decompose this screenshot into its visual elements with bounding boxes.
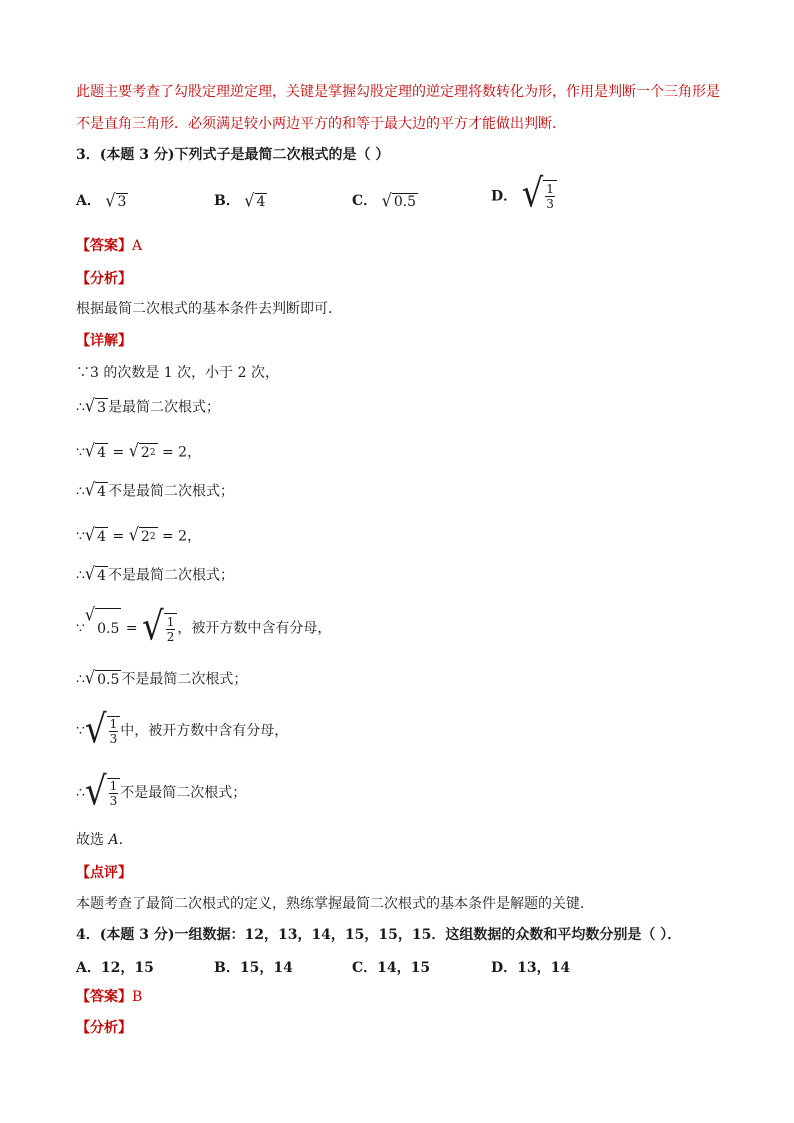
radicand: 4 bbox=[97, 568, 107, 584]
q3-option-b bbox=[214, 190, 267, 210]
sqrt-expression: √ 0.5 bbox=[85, 608, 121, 649]
sqrt-expression: √ 4 bbox=[84, 523, 107, 545]
sqrt-power-expression: √ 2 2 bbox=[128, 523, 156, 545]
answer-value: A bbox=[132, 238, 143, 254]
step-3 bbox=[76, 439, 202, 462]
step-text: 故选 bbox=[76, 832, 109, 848]
q4-option-b bbox=[214, 957, 293, 977]
denominator: 2 bbox=[166, 629, 175, 644]
option-label: C． bbox=[352, 960, 378, 976]
option-label: A． bbox=[76, 960, 101, 976]
q3-option-d bbox=[491, 171, 557, 217]
analysis-tag: 【分析】 bbox=[76, 1020, 132, 1036]
q3-comment-text: 本题考查了最简二次根式的定义，熟练掌握最简二次根式的基本条件是解题的关键． bbox=[76, 896, 594, 912]
step-text: = 2， bbox=[162, 444, 202, 461]
denominator: 3 bbox=[109, 794, 118, 808]
q3-option-c bbox=[352, 190, 418, 210]
fraction bbox=[109, 717, 119, 746]
radicand: 0.5 bbox=[95, 608, 121, 649]
step-text: 不是最简二次根式； bbox=[108, 567, 235, 584]
base: 2 bbox=[140, 445, 150, 461]
step-7 bbox=[76, 603, 332, 650]
base: 2 bbox=[140, 529, 150, 545]
step-text: 不是最简二次根式； bbox=[108, 483, 235, 500]
because-symbol: ∵ bbox=[76, 528, 85, 545]
sqrt-fraction-expression: √ $\frac{1}{3}$ bbox=[522, 180, 557, 211]
therefore-symbol: ∴ bbox=[76, 567, 85, 584]
option-label: C． bbox=[352, 193, 378, 209]
answer-tag: 【答案】 bbox=[76, 238, 132, 254]
q3-analysis-text: 根据最简二次根式的基本条件去判断即可． bbox=[76, 301, 342, 317]
numerator: 1 bbox=[546, 181, 554, 196]
comment-tag: 【点评】 bbox=[76, 865, 132, 881]
intro-line-1: 此题主要考查了勾股定理逆定理，关键是掌握勾股定理的逆定理将数转化为形，作用是判断一个三角形是 bbox=[76, 84, 720, 100]
answer-value: B bbox=[132, 989, 143, 1005]
choice-variable: A bbox=[108, 832, 119, 848]
sqrt-expression: √ 4 bbox=[84, 562, 107, 584]
therefore-symbol: ∴ bbox=[76, 483, 85, 500]
step-5 bbox=[76, 523, 202, 546]
option-label: A． bbox=[76, 193, 101, 209]
option-text: 12，15 bbox=[100, 960, 154, 976]
q3-detail-tag bbox=[76, 332, 132, 350]
sqrt-expression: √ 0.5 bbox=[381, 189, 417, 211]
radicand: 4 bbox=[256, 193, 266, 210]
step-8 bbox=[76, 666, 248, 689]
step-text: = 2， bbox=[162, 528, 202, 545]
sqrt-expression: √ 4 bbox=[244, 189, 266, 211]
detail-tag: 【详解】 bbox=[76, 333, 132, 349]
q3-answer bbox=[76, 237, 142, 255]
step-text: ． bbox=[118, 832, 133, 848]
exponent: 2 bbox=[149, 448, 156, 458]
q3-option-a bbox=[76, 190, 128, 210]
sqrt-fraction-expression: √ $\frac{1}{2}$ bbox=[142, 613, 177, 644]
because-symbol: ∵ bbox=[76, 620, 85, 637]
step-2 bbox=[76, 394, 221, 417]
q3-comment-tag bbox=[76, 864, 132, 882]
q4-option-a bbox=[76, 957, 154, 977]
answer-tag: 【答案】 bbox=[76, 989, 132, 1005]
q3-analysis-tag bbox=[76, 270, 132, 288]
q4-option-d bbox=[491, 957, 570, 977]
step-text: 中，被开方数中含有分母， bbox=[120, 723, 289, 739]
step-1: ∵3 的次数是 1 次，小于 2 次， bbox=[76, 365, 279, 381]
option-text: 14，15 bbox=[377, 960, 431, 976]
equals-sign: = bbox=[112, 444, 125, 461]
numerator: 1 bbox=[109, 717, 118, 731]
radicand: 4 bbox=[97, 445, 107, 461]
question-4-stem: 4．(本题 3 分)一组数据：12，13，14，15，15，15．这组数据的众数和平均数分别是（ ）． bbox=[76, 927, 682, 943]
option-label: D． bbox=[491, 960, 518, 976]
step-text: 不是最简二次根式； bbox=[120, 785, 247, 801]
fraction bbox=[166, 615, 176, 644]
numerator: 1 bbox=[109, 779, 118, 793]
because-symbol: ∵ bbox=[76, 723, 85, 739]
numerator: 1 bbox=[166, 614, 175, 629]
fraction bbox=[109, 779, 119, 808]
equals-sign: = bbox=[112, 528, 125, 545]
fraction bbox=[545, 182, 555, 211]
step-9 bbox=[76, 706, 289, 753]
step-4 bbox=[76, 478, 235, 501]
intro-line-2: 不是直角三角形．必须满足较小两边平方的和等于最大边的平方才能做出判断． bbox=[76, 116, 566, 132]
therefore-symbol: ∴ bbox=[76, 785, 85, 801]
step-text: ，被开方数中含有分母， bbox=[177, 620, 332, 637]
radicand: 4 bbox=[97, 529, 107, 545]
question-3-stem: 3．(本题 3 分)下列式子是最简二次根式的是（ ） bbox=[76, 147, 390, 163]
radicand: 3 bbox=[97, 400, 107, 416]
step-6 bbox=[76, 562, 235, 585]
sqrt-power-expression: √ 2 2 bbox=[128, 439, 156, 461]
step-10 bbox=[76, 768, 247, 815]
q4-option-c bbox=[352, 957, 430, 977]
therefore-symbol: ∴ bbox=[76, 399, 85, 416]
sqrt-expression: √ 4 bbox=[84, 439, 107, 461]
radicand: 0.5 bbox=[393, 193, 417, 210]
analysis-tag: 【分析】 bbox=[76, 271, 132, 287]
radicand: 0.5 bbox=[97, 672, 120, 688]
sqrt-fraction-expression: √ $\frac{1}{3}$ bbox=[85, 716, 120, 747]
equals-sign: = bbox=[125, 620, 138, 637]
option-label: B． bbox=[214, 193, 240, 209]
option-text: 13，14 bbox=[517, 960, 571, 976]
step-text: 是最简二次根式； bbox=[108, 399, 221, 416]
option-text: 15，14 bbox=[239, 960, 293, 976]
sqrt-expression: √ 3 bbox=[105, 189, 127, 211]
option-label: B． bbox=[214, 960, 240, 976]
q4-answer bbox=[76, 988, 142, 1006]
sqrt-expression: √ 0.5 bbox=[84, 666, 120, 688]
radicand: 3 bbox=[117, 193, 127, 210]
sqrt-expression: √ 3 bbox=[84, 394, 107, 416]
therefore-symbol: ∴ bbox=[76, 671, 85, 688]
option-label: D． bbox=[491, 188, 518, 205]
q4-analysis-tag bbox=[76, 1019, 132, 1037]
step-11 bbox=[76, 831, 133, 849]
radicand: 4 bbox=[97, 484, 107, 500]
because-symbol: ∵ bbox=[76, 444, 85, 461]
sqrt-fraction-expression: √ $\frac{1}{3}$ bbox=[85, 778, 120, 809]
exponent: 2 bbox=[149, 532, 156, 542]
denominator: 3 bbox=[109, 732, 118, 746]
denominator: 3 bbox=[546, 196, 554, 211]
sqrt-expression: √ 4 bbox=[84, 478, 107, 500]
step-text: 不是最简二次根式； bbox=[121, 671, 248, 688]
